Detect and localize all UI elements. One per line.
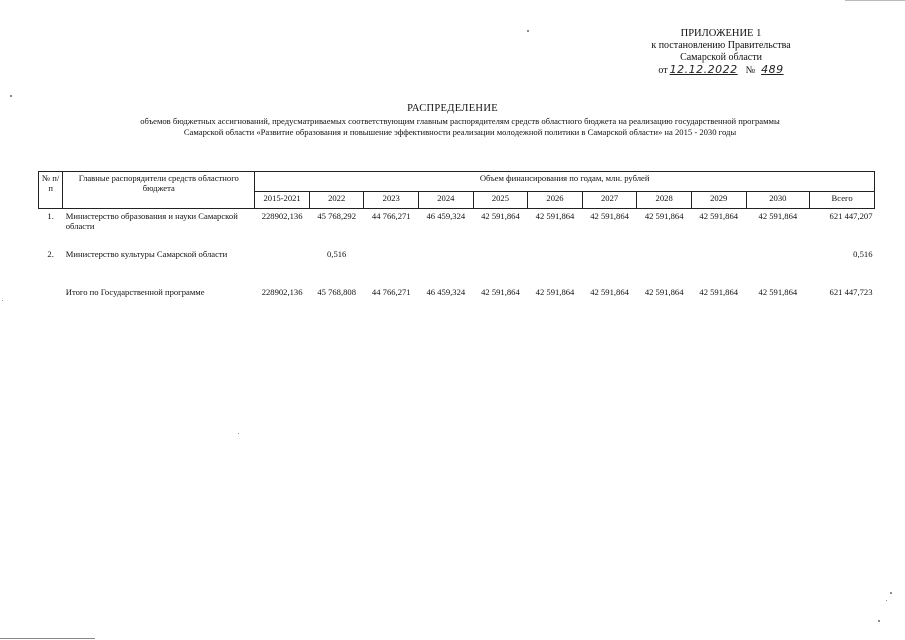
row-value: 44 766,271 <box>371 211 411 221</box>
row-num: 1. <box>47 211 54 221</box>
row-value: 42 591,864 <box>481 211 520 221</box>
table-row <box>39 247 875 285</box>
header-total: Всего <box>810 192 875 209</box>
row-value: 44 766,271 <box>371 287 411 297</box>
header-year: 2015-2021 <box>255 192 310 209</box>
appendix-block <box>621 28 821 77</box>
scan-speck <box>878 620 880 622</box>
scan-speck <box>527 30 529 32</box>
header-year: 2022 <box>309 192 364 209</box>
row-value <box>255 247 310 285</box>
row-value <box>691 247 746 285</box>
scan-edge-line <box>845 0 905 1</box>
decree-date-number <box>621 64 821 77</box>
row-value: 42 591,864 <box>535 287 575 297</box>
row-value: 42 591,864 <box>758 287 798 297</box>
appendix-line-1: к постановлению Правительства <box>651 40 791 51</box>
number-prefix: № <box>745 65 756 76</box>
row-value <box>419 247 474 285</box>
row-value <box>364 247 419 285</box>
row-value: 42 591,864 <box>644 287 684 297</box>
header-year: 2025 <box>473 192 528 209</box>
scan-speck <box>10 95 12 97</box>
header-num: № п/п <box>39 172 63 209</box>
row-value: 42 591,864 <box>481 287 520 297</box>
subtitle-line-1: объемов бюджетных ассигнований, предусматриваемых соответствующим главным распорядителям средств областного бюджета на реализацию государственной программы <box>140 116 780 126</box>
scan-speck <box>238 433 239 434</box>
subtitle-line-2: Самарской области «Развитие образования и повышение эффективности реализации молодежной политики в Самарской области» на 2015 - 2030 годы <box>183 127 737 137</box>
row-value <box>637 247 692 285</box>
appendix-line-2: Самарской области <box>680 52 762 63</box>
row-num: 2. <box>47 249 54 259</box>
header-year: 2029 <box>691 192 746 209</box>
row-value: 228902,136 <box>261 287 303 297</box>
scan-speck <box>2 300 3 301</box>
header-year: 2028 <box>637 192 692 209</box>
row-total: 621 447,723 <box>829 287 873 297</box>
row-value: 42 591,864 <box>758 211 798 221</box>
row-distributor: Министерство образования и науки Самарской области <box>65 211 238 231</box>
header-year: 2024 <box>419 192 474 209</box>
row-value: 45 768,808 <box>317 287 357 297</box>
decree-number: 489 <box>761 63 784 76</box>
funding-table <box>38 171 875 301</box>
scan-speck <box>886 600 887 601</box>
document-title: РАСПРЕДЕЛЕНИЕ <box>407 103 498 114</box>
table-row <box>39 209 875 248</box>
row-value <box>473 247 528 285</box>
table-header-row <box>39 172 875 192</box>
header-year: 2023 <box>364 192 419 209</box>
row-value: 42 591,864 <box>644 211 684 221</box>
row-value <box>582 247 637 285</box>
row-total: 0,516 <box>853 249 873 259</box>
row-value: 45 768,292 <box>317 211 357 221</box>
row-value: 46 459,324 <box>426 211 466 221</box>
table-row-total <box>39 285 875 301</box>
row-value: 0,516 <box>327 249 347 259</box>
row-value: 42 591,864 <box>590 287 629 297</box>
row-value: 42 591,864 <box>699 211 739 221</box>
row-value: 228902,136 <box>261 211 303 221</box>
row-value <box>528 247 583 285</box>
row-distributor: Итого по Государственной программе <box>65 287 205 297</box>
row-value: 46 459,324 <box>426 287 466 297</box>
row-distributor: Министерство культуры Самарской области <box>65 249 228 259</box>
header-year: 2027 <box>582 192 637 209</box>
header-distributors: Главные распорядители средств областного бюджета <box>63 172 255 209</box>
row-num <box>39 285 63 301</box>
row-value: 42 591,864 <box>590 211 629 221</box>
date-prefix: от <box>658 65 668 76</box>
scan-speck <box>890 592 892 594</box>
scan-edge-line <box>0 638 95 639</box>
header-year: 2026 <box>528 192 583 209</box>
decree-date: 12.12.2022 <box>669 63 738 76</box>
header-funding: Объем финансирования по годам, млн. рублей <box>255 172 875 192</box>
row-value <box>746 247 810 285</box>
row-value: 42 591,864 <box>535 211 575 221</box>
row-value: 42 591,864 <box>699 287 739 297</box>
header-year: 2030 <box>746 192 810 209</box>
appendix-title: ПРИЛОЖЕНИЕ 1 <box>680 28 762 39</box>
document-subtitle <box>45 116 875 138</box>
row-total: 621 447,207 <box>829 211 873 221</box>
